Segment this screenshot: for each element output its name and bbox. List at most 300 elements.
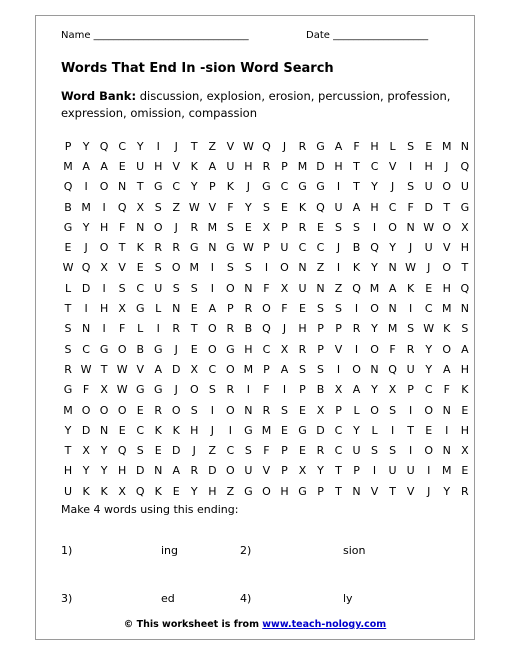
grid-letter: S [461,322,469,336]
grid-letter: E [136,261,144,275]
grid-letter: Y [353,423,360,437]
grid-letter: X [461,444,469,458]
grid-letter: A [388,281,397,295]
grid-letter: M [441,139,452,153]
grid-letter: H [99,302,109,316]
grid-letter: A [352,200,361,214]
grid-letter: C [424,302,433,316]
grid-row [59,440,474,460]
grid-letter: K [100,484,108,498]
grid-letter: T [389,484,396,498]
grid-letter: J [84,241,88,255]
grid-letter: Y [389,241,396,255]
grid-letter: J [210,423,214,437]
grid-letter: X [118,484,126,498]
grid-letter: Q [352,281,361,295]
grid-letter: O [207,342,217,356]
grid-row [59,298,474,318]
grid-letter: E [64,241,72,255]
grid-letter: F [263,281,270,295]
grid-letter: A [208,302,217,316]
grid-letter: J [445,159,449,173]
grid-letter: J [427,484,431,498]
grid-letter: O [442,342,452,356]
grid-letter: E [172,484,180,498]
grid-letter: Q [135,484,145,498]
grid-letter: G [226,241,235,255]
grid-letter: O [153,220,163,234]
grid-letter: H [154,159,163,173]
grid-letter: F [443,383,450,397]
grid-letter: H [370,139,379,153]
grid-row [59,380,474,400]
grid-letter: N [81,322,91,336]
grid-letter: E [280,423,288,437]
grid-letter: I [354,342,359,356]
grid-letter: N [208,241,217,255]
grid-letter: L [64,281,72,295]
grid-letter: N [244,403,253,417]
grid-letter: O [189,383,199,397]
grid-letter: U [460,180,469,194]
grid-letter: N [136,220,145,234]
grid-letter: U [244,464,253,478]
grid-letter: S [317,362,324,376]
grid-letter: M [261,423,272,437]
blank-ending-3: ed [161,592,175,605]
grid-letter: F [263,444,270,458]
grid-letter: M [243,362,254,376]
grid-letter: J [409,241,413,255]
grid-letter: E [461,464,469,478]
grid-letter: Z [208,139,217,153]
footer-credit [36,619,474,630]
grid-letter: P [299,383,306,397]
grid-letter: C [136,281,145,295]
grid-letter: W [242,139,254,153]
grid-letter: V [226,139,235,153]
grid-letter: Y [371,261,378,275]
grid-letter: N [388,261,397,275]
grid-letter: H [298,322,307,336]
word-bank [61,88,456,122]
grid-letter: O [280,261,289,275]
grid-letter: V [388,159,397,173]
grid-letter: I [409,444,413,458]
grid-letter: R [406,342,415,356]
grid-letter: U [352,444,361,458]
grid-letter: A [352,383,361,397]
grid-letter: T [190,322,198,336]
grid-letter: P [209,180,216,194]
grid-letter: O [171,261,181,275]
grid-letter: I [84,302,88,316]
grid-letter: E [425,281,433,295]
grid-letter: H [424,159,433,173]
grid-letter: U [64,484,73,498]
grid-letter: S [407,180,415,194]
grid-letter: S [226,220,234,234]
grid-letter: F [119,322,126,336]
grid-letter: N [244,281,253,295]
footer-link[interactable]: www.teach-nology.com [262,619,387,630]
grid-row [59,258,474,278]
grid-letter: R [352,322,361,336]
grid-letter: L [353,403,360,417]
grid-letter: V [208,200,217,214]
grid-letter: R [298,342,307,356]
grid-letter: Y [317,464,324,478]
grid-letter: H [118,464,127,478]
grid-letter: Y [371,383,378,397]
grid-letter: H [63,464,73,478]
grid-letter: C [298,241,307,255]
grid-letter: G [153,180,163,194]
grid-letter: L [137,322,144,336]
grid-letter: S [389,444,397,458]
grid-letter: S [190,403,198,417]
grid-letter: V [370,484,379,498]
grid-letter: Q [81,261,91,275]
grid-letter: P [227,302,234,316]
grid-letter: S [317,302,324,316]
grid-row [59,481,474,501]
grid-letter: I [445,423,449,437]
grid-letter: S [371,444,379,458]
grid-letter: J [427,261,431,275]
grid-letter: K [82,484,90,498]
grid-letter: W [423,220,435,234]
grid-letter: P [281,464,288,478]
blank-ending-2: sion [343,544,366,557]
grid-letter: N [388,302,397,316]
grid-letter: Y [190,180,198,194]
grid-letter: S [208,383,216,397]
grid-letter: D [135,464,145,478]
blank-number-2: 2) [240,544,252,557]
grid-row [59,461,474,481]
grid-letter: Q [63,180,73,194]
grid-letter: I [336,362,341,376]
grid-letter: F [263,383,270,397]
grid-letter: U [154,281,163,295]
grid-letter: F [389,342,396,356]
grid-letter: S [407,139,415,153]
grid-letter: K [443,322,451,336]
grid-letter: F [281,302,288,316]
grid-letter: R [64,362,72,376]
grid-letter: O [226,362,235,376]
grid-row [59,237,474,257]
grid-letter: B [64,200,72,214]
grid-letter: W [405,261,417,275]
grid-row [59,339,474,359]
grid-letter: E [299,444,306,458]
grid-letter: B [316,383,325,397]
grid-letter: E [190,302,198,316]
grid-letter: H [370,200,379,214]
grid-letter: H [280,484,289,498]
grid-letter: R [190,220,199,234]
grid-letter: E [136,403,144,417]
grid-letter: G [316,139,325,153]
grid-letter: C [172,180,181,194]
grid-letter: I [102,322,106,336]
grid-letter: U [388,464,397,478]
grid-letter: T [353,159,360,173]
grid-letter: F [227,200,234,214]
grid-letter: D [316,423,325,437]
grid-letter: U [298,281,307,295]
grid-letter: Y [82,220,90,234]
grid-letter: T [335,464,342,478]
grid-letter: P [281,220,288,234]
grid-letter: J [174,139,178,153]
grid-letter: R [316,444,325,458]
grid-letter: A [172,464,180,478]
grid-letter: I [210,403,214,417]
grid-letter: P [263,241,270,255]
grid-letter: Y [100,444,108,458]
grid-letter: E [190,342,198,356]
grid-letter: I [102,281,106,295]
grid-letter: C [118,139,127,153]
grid-letter: F [353,139,360,153]
grid-letter: S [280,403,288,417]
grid-letter: C [136,423,145,437]
date-field-label: Date ___________________ [306,30,429,41]
grid-letter: G [63,383,73,397]
grid-row [59,420,474,440]
grid-row [59,400,474,420]
grid-letter: O [117,403,127,417]
grid-letter: B [244,322,253,336]
grid-letter: K [136,241,144,255]
grid-letter: P [263,362,270,376]
grid-letter: W [188,200,200,214]
grid-letter: Y [136,139,144,153]
grid-row [59,156,474,176]
grid-row [59,217,474,237]
grid-letter: F [82,383,90,397]
grid-letter: Z [226,484,235,498]
grid-letter: T [407,423,414,437]
grid-letter: Y [371,180,378,194]
grid-letter: C [82,342,90,356]
grid-letter: N [100,423,109,437]
worksheet-title: Words That End In -sion Word Search [61,61,334,76]
grid-letter: N [406,220,415,234]
grid-letter: Y [190,484,198,498]
grid-letter: U [226,159,235,173]
grid-letter: S [118,281,126,295]
grid-letter: V [262,464,271,478]
grid-letter: K [407,281,415,295]
grid-letter: O [226,464,235,478]
grid-letter: N [172,302,181,316]
grid-letter: Q [117,444,127,458]
grid-letter: O [424,444,434,458]
grid-letter: O [207,322,217,336]
grid-letter: E [280,200,288,214]
grid-letter: S [262,200,270,214]
grid-letter: O [424,403,434,417]
grid-letter: D [172,362,181,376]
grid-letter: T [443,200,451,214]
grid-letter: S [244,444,252,458]
grid-letter: P [64,139,72,153]
grid-letter: T [64,302,72,316]
grid-letter: R [190,464,199,478]
grid-letter: U [424,241,433,255]
grid-letter: X [280,342,289,356]
grid-letter: I [102,200,106,214]
grid-letter: D [316,159,325,173]
grid-letter: P [281,444,288,458]
grid-letter: T [100,362,108,376]
make-words-prompt: Make 4 words using this ending: [61,503,239,516]
grid-letter: Q [262,322,271,336]
grid-letter: O [117,342,127,356]
name-field-label: Name _______________________________ [61,30,249,41]
grid-row [59,359,474,379]
grid-letter: V [334,342,343,356]
grid-letter: I [427,464,431,478]
grid-letter: X [190,362,199,376]
grid-letter: S [298,362,306,376]
grid-letter: J [174,220,178,234]
grid-letter: X [100,261,108,275]
grid-letter: G [244,484,253,498]
grid-letter: U [136,159,145,173]
grid-letter: N [442,403,451,417]
grid-letter: W [116,383,128,397]
grid-letter: X [262,220,271,234]
grid-letter: O [442,220,452,234]
grid-letter: X [118,302,126,316]
word-bank-words: discussion, explosion, erosion, percussion, profession, expression, omission, compassion [61,89,451,120]
grid-letter: O [370,342,379,356]
grid-letter: V [172,159,180,173]
grid-letter: O [370,403,379,417]
grid-letter: K [172,423,180,437]
grid-letter: Y [443,484,451,498]
grid-letter: R [262,403,271,417]
grid-letter: V [406,484,415,498]
grid-letter: T [190,139,198,153]
grid-letter: G [135,383,145,397]
grid-letter: X [298,464,307,478]
grid-letter: S [244,261,252,275]
grid-letter: I [372,464,377,478]
grid-letter: S [335,220,342,234]
grid-letter: T [118,241,126,255]
grid-letter: Q [460,281,470,295]
grid-letter: C [334,444,343,458]
grid-letter: R [226,383,235,397]
grid-letter: E [461,403,469,417]
grid-letter: K [154,423,162,437]
grid-letter: G [262,180,271,194]
grid-letter: A [154,362,162,376]
grid-letter: Z [172,200,181,214]
grid-letter: O [262,484,271,498]
grid-letter: M [63,403,73,417]
blank-number-4: 4) [240,592,252,605]
grid-letter: Z [208,444,217,458]
grid-letter: O [226,281,235,295]
grid-letter: P [317,342,324,356]
grid-letter: O [81,403,91,417]
grid-row [59,278,474,298]
grid-letter: O [442,261,452,275]
grid-letter: I [228,423,232,437]
grid-letter: M [387,322,398,336]
grid-letter: O [388,220,397,234]
grid-letter: R [226,322,235,336]
grid-letter: G [190,241,199,255]
grid-letter: Y [245,200,252,214]
grid-letter: X [82,444,90,458]
grid-row [59,197,474,217]
grid-letter: G [316,180,325,194]
grid-letter: K [461,383,469,397]
grid-letter: P [335,322,342,336]
grid-letter: S [64,342,72,356]
grid-letter: Q [316,200,325,214]
grid-letter: E [299,403,306,417]
grid-letter: O [99,403,109,417]
grid-letter: D [172,444,181,458]
grid-letter: I [264,261,269,275]
grid-letter: I [84,180,88,194]
grid-letter: I [354,302,359,316]
grid-letter: S [190,281,198,295]
grid-letter: P [407,383,414,397]
grid-letter: Z [334,281,343,295]
grid-letter: C [226,444,235,458]
grid-letter: I [409,159,413,173]
grid-letter: J [336,241,341,255]
grid-letter: X [280,281,289,295]
grid-letter: S [64,322,72,336]
grid-letter: A [82,159,90,173]
grid-letter: H [460,423,470,437]
grid-letter: S [389,403,397,417]
grid-letter: W [80,362,92,376]
grid-letter: B [352,241,361,255]
grid-letter: O [99,180,109,194]
grid-letter: G [63,220,73,234]
grid-letter: H [244,159,253,173]
grid-letter: O [226,403,235,417]
grid-letter: D [81,281,91,295]
grid-row [59,177,474,197]
grid-letter: K [154,484,162,498]
word-bank-label: Word Bank: [61,89,137,103]
grid-letter: I [372,220,377,234]
grid-letter: R [461,484,469,498]
grid-letter: M [441,464,452,478]
grid-letter: Q [99,139,109,153]
grid-letter: E [118,159,126,173]
grid-letter: G [298,423,307,437]
grid-letter: I [156,322,160,336]
grid-letter: X [388,383,397,397]
grid-letter: C [280,180,289,194]
grid-letter: T [136,180,144,194]
grid-letter: U [424,180,433,194]
